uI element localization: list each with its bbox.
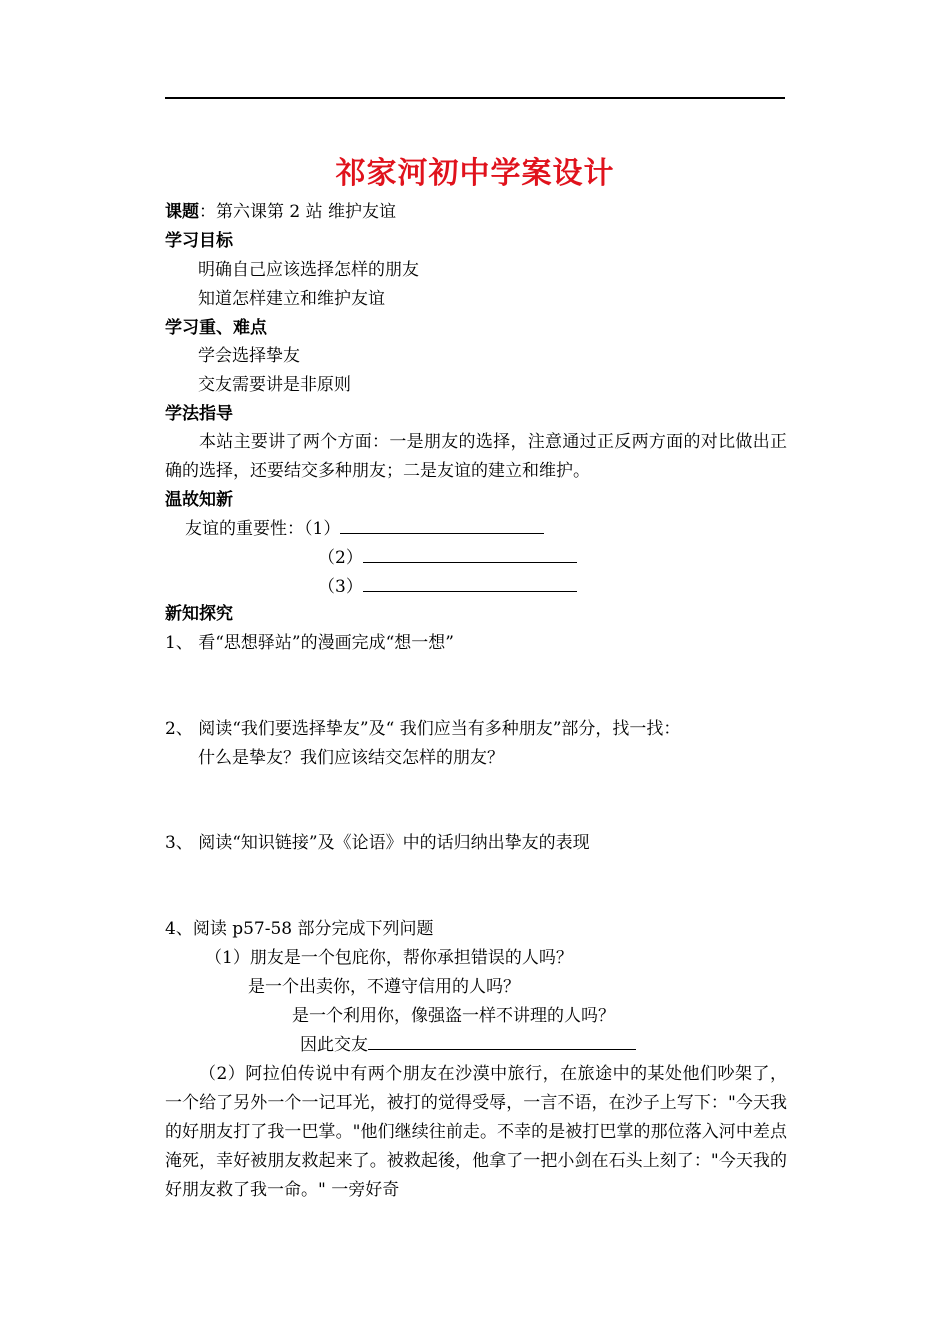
answer-blank[interactable] bbox=[363, 548, 577, 563]
document-title: 祁家河初中学案设计 bbox=[335, 156, 615, 191]
review-number: （3） bbox=[318, 577, 363, 597]
method-paragraph: 本站主要讲了两个方面：一是朋友的选择，注意通过正反两方面的对比做出正确的选择，还要结交多种朋友；二是友谊的建立和维护。 bbox=[165, 432, 787, 481]
key-item: 交友需要讲是非原则 bbox=[198, 375, 351, 395]
question-4-1d-label: 因此交友 bbox=[300, 1035, 368, 1055]
heading-goals: 学习目标 bbox=[165, 231, 233, 251]
question-4-2-paragraph: （2）阿拉伯传说中有两个朋友在沙漠中旅行，在旅途中的某处他们吵架了，一个给了另外一个一记耳光，被打的觉得受辱，一言不语，在沙子上写下："今天我的好朋友打了我一巴掌。"他们继续往前走。不幸的是被打巴掌的那位落入河中差点淹死，幸好被朋友救起来了。被救起後，他拿了一把小剑在石头上刻了："今天我的好朋友救了我一命。" 一旁好奇 bbox=[165, 1064, 787, 1200]
question-2-line2: 什么是挚友？我们应该结交怎样的朋友？ bbox=[198, 748, 504, 768]
key-item: 学会选择挚友 bbox=[198, 346, 300, 366]
topic-line bbox=[165, 202, 396, 222]
answer-blank[interactable] bbox=[368, 1035, 636, 1050]
heading-method: 学法指导 bbox=[165, 404, 233, 424]
question-2-line1: 2、 阅读“我们要选择挚友”及“ 我们应当有多种朋友”部分，找一找： bbox=[165, 719, 681, 739]
question-4-1d bbox=[300, 1035, 636, 1055]
review-number: （2） bbox=[318, 548, 363, 568]
question-4: 4、阅读 p57-58 部分完成下列问题 bbox=[165, 919, 434, 939]
review-item-2 bbox=[318, 548, 577, 568]
question-4-1b: 是一个出卖你，不遵守信用的人吗？ bbox=[248, 977, 520, 997]
review-label: 友谊的重要性： bbox=[185, 519, 304, 539]
topic-colon: ： bbox=[199, 202, 216, 222]
review-item-3 bbox=[318, 577, 577, 597]
question-1: 1、 看“思想驿站”的漫画完成“想一想” bbox=[165, 633, 454, 653]
question-3: 3、 阅读“知识链接”及《论语》中的话归纳出挚友的表现 bbox=[165, 833, 590, 853]
heading-key-points: 学习重、难点 bbox=[165, 318, 267, 338]
review-item-1 bbox=[185, 519, 544, 539]
goal-item: 明确自己应该选择怎样的朋友 bbox=[198, 260, 419, 280]
header-rule bbox=[165, 97, 785, 99]
review-number: （1） bbox=[304, 519, 341, 539]
answer-blank[interactable] bbox=[340, 519, 544, 534]
heading-explore: 新知探究 bbox=[165, 604, 233, 624]
question-4-1a: （1）朋友是一个包庇你，帮你承担错误的人吗？ bbox=[205, 948, 573, 968]
answer-blank[interactable] bbox=[363, 577, 577, 592]
question-4-1c: 是一个利用你，像强盗一样不讲理的人吗？ bbox=[292, 1006, 615, 1026]
heading-review: 温故知新 bbox=[165, 490, 233, 510]
topic-label: 课题 bbox=[165, 202, 199, 222]
goal-item: 知道怎样建立和维护友谊 bbox=[198, 289, 385, 309]
topic-value: 第六课第 2 站 维护友谊 bbox=[216, 202, 397, 222]
